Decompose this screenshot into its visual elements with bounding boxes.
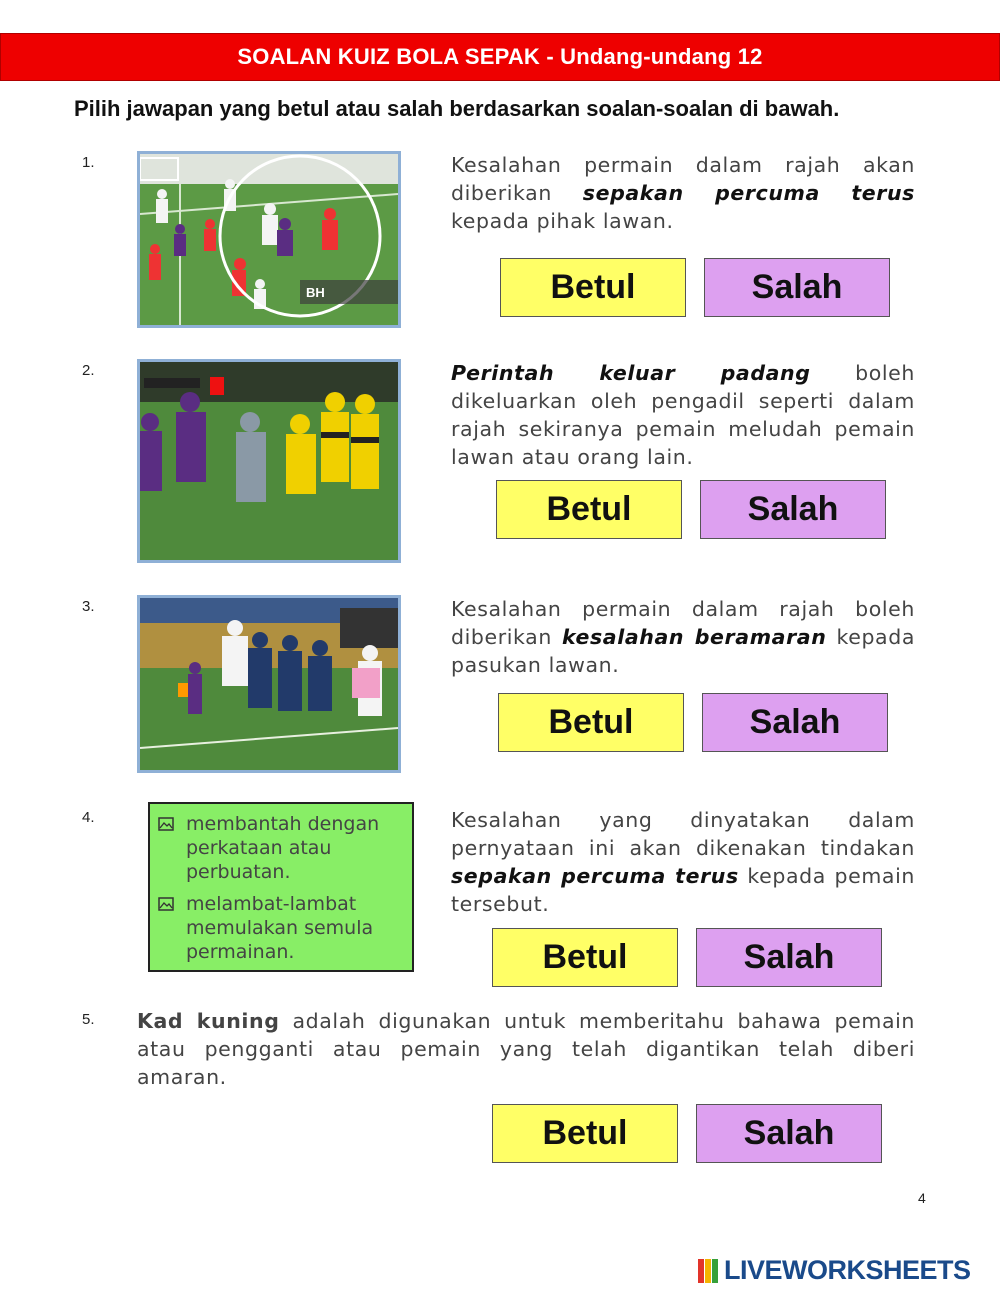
question-3-image bbox=[137, 595, 401, 773]
statement-bullet: membantah dengan perkataan atau perbuatan. bbox=[158, 812, 404, 884]
question-3-text: Kesalahan permain dalam rajah boleh diberikan kesalahan beramaran kepada pasukan lawan. bbox=[451, 597, 915, 677]
image-bullet-icon bbox=[158, 817, 174, 831]
liveworksheets-brand: LIVEWORKSHEETS bbox=[724, 1255, 971, 1285]
question-2-text: Perintah keluar padang boleh dikeluarkan oleh pengadil seperti dalam rajah sekiranya pemain meludah pemain lawan atau orang lain. bbox=[451, 361, 915, 469]
question-3-number: 3. bbox=[82, 598, 95, 615]
question-2-number: 2. bbox=[82, 362, 95, 379]
image-bullet-icon bbox=[158, 897, 174, 911]
question-5-number: 5. bbox=[82, 1011, 95, 1028]
instruction-text: Pilih jawapan yang betul atau salah berdasarkan soalan-soalan di bawah. bbox=[74, 96, 840, 121]
question-5-text: Kad kuning adalah digunakan untuk memberitahu bahawa pemain atau pengganti atau pemain yang telah digantikan telah diberi amaran. bbox=[137, 1009, 915, 1089]
liveworksheets-logo-icon bbox=[698, 1259, 720, 1283]
question-4-salah-button[interactable]: Salah bbox=[696, 928, 882, 987]
statement-bullet: melambat-lambat memulakan semula permainan. bbox=[158, 892, 404, 964]
bh-watermark: BH bbox=[306, 285, 325, 300]
question-2-betul-button[interactable]: Betul bbox=[496, 480, 682, 539]
question-5-salah-button[interactable]: Salah bbox=[696, 1104, 882, 1163]
question-3-salah-button[interactable]: Salah bbox=[702, 693, 888, 752]
question-4-betul-button[interactable]: Betul bbox=[492, 928, 678, 987]
liveworksheets-logo[interactable] bbox=[698, 1255, 971, 1286]
question-4-statement-box bbox=[148, 802, 414, 972]
question-2-salah-button[interactable]: Salah bbox=[700, 480, 886, 539]
quiz-header bbox=[0, 33, 1000, 81]
question-1-salah-button[interactable]: Salah bbox=[704, 258, 890, 317]
question-1-number: 1. bbox=[82, 154, 95, 171]
question-5-betul-button[interactable]: Betul bbox=[492, 1104, 678, 1163]
question-1-image bbox=[137, 151, 401, 328]
question-3-betul-button[interactable]: Betul bbox=[498, 693, 684, 752]
question-1-text: Kesalahan permain dalam rajah akan diberikan sepakan percuma terus kepada pihak lawan. bbox=[451, 153, 915, 233]
question-2-image bbox=[137, 359, 401, 563]
quiz-title: SOALAN KUIZ BOLA SEPAK - Undang-undang 12 bbox=[237, 44, 763, 69]
question-4-text: Kesalahan yang dinyatakan dalam pernyataan ini akan dikenakan tindakan sepakan percuma terus kepada pemain tersebut. bbox=[451, 808, 915, 916]
question-1-betul-button[interactable]: Betul bbox=[500, 258, 686, 317]
page-number: 4 bbox=[918, 1190, 926, 1206]
question-4-number: 4. bbox=[82, 809, 95, 826]
